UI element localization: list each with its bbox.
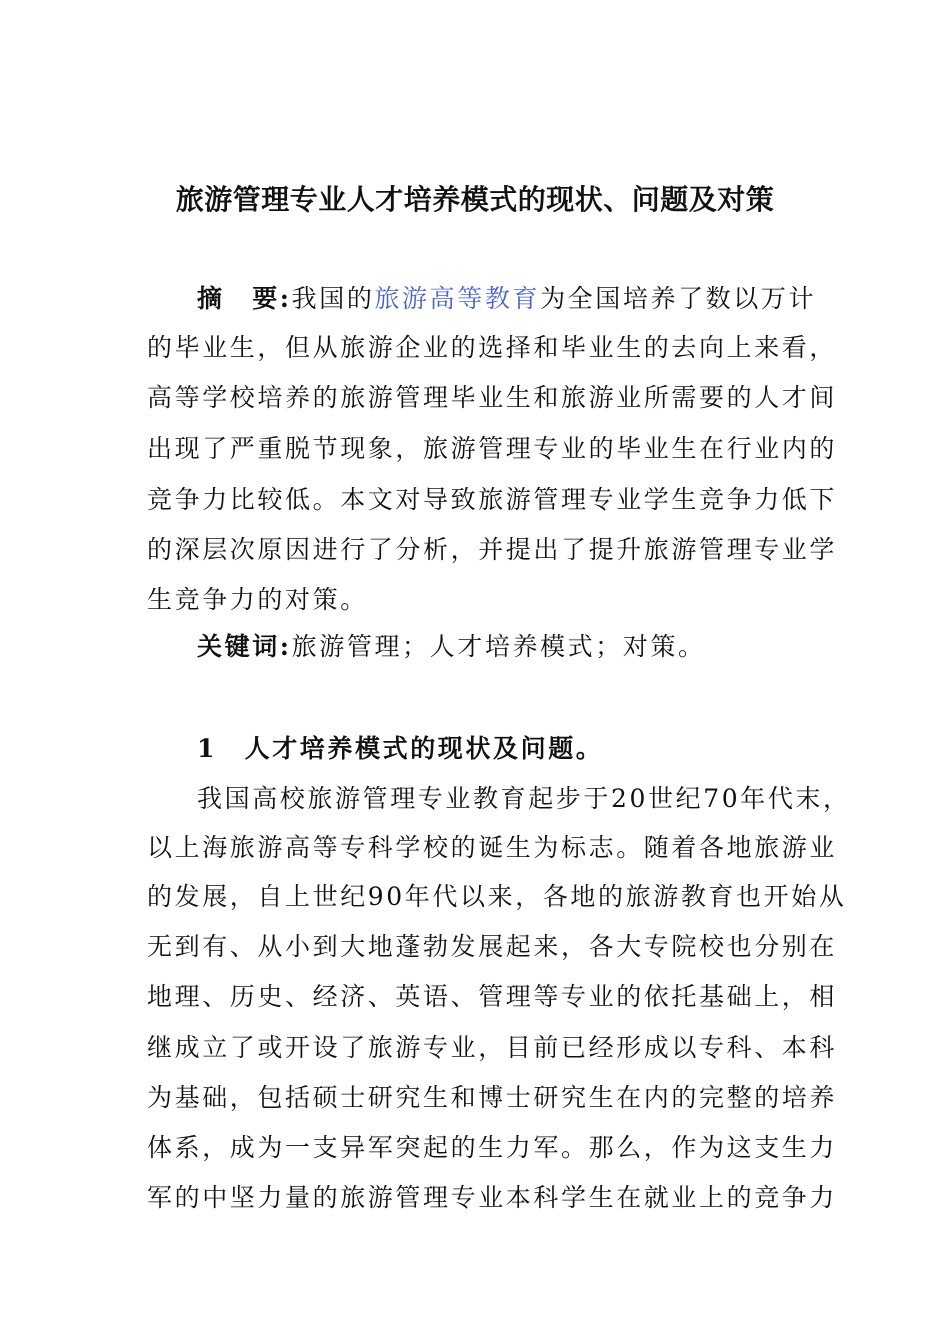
abstract-line bbox=[197, 282, 816, 316]
section-heading: 1 人才培养模式的现状及问题。 bbox=[197, 734, 604, 763]
abstract-text: 为全国培养了数以万计 bbox=[540, 284, 817, 313]
abstract-text: 我国的 bbox=[291, 284, 375, 313]
keywords-label: 关键词: bbox=[197, 632, 292, 661]
document-title: 旅游管理专业人才培养模式的现状、问题及对策 bbox=[175, 183, 775, 216]
abstract-line: 的毕业生，但从旅游企业的选择和毕业生的去向上来看， bbox=[147, 333, 838, 362]
abstract-link-term[interactable]: 旅游高等教育 bbox=[374, 284, 541, 313]
abstract-line: 出现了严重脱节现象，旅游管理专业的毕业生在行业内的 bbox=[147, 434, 838, 463]
abstract-line: 生竞争力的对策。 bbox=[147, 585, 368, 614]
body-line: 继成立了或开设了旅游专业，目前已经形成以专科、本科 bbox=[147, 1033, 838, 1062]
body-line: 军的中坚力量的旅游管理专业本科学生在就业上的竞争力 bbox=[147, 1183, 838, 1212]
body-line: 体系，成为一支异军突起的生力军。那么，作为这支生力 bbox=[147, 1133, 838, 1162]
abstract-line: 竞争力比较低。本文对导致旅游管理专业学生竞争力低下 bbox=[147, 485, 838, 514]
abstract-line: 的深层次原因进行了分析，并提出了提升旅游管理专业学 bbox=[147, 535, 838, 564]
body-line: 我国高校旅游管理专业教育起步于20世纪70年代末， bbox=[197, 784, 851, 813]
body-line: 以上海旅游高等专科学校的诞生为标志。随着各地旅游业 bbox=[147, 833, 838, 862]
body-line: 为基础，包括硕士研究生和博士研究生在内的完整的培养 bbox=[147, 1083, 838, 1112]
body-line: 无到有、从小到大地蓬勃发展起来，各大专院校也分别在 bbox=[147, 932, 838, 961]
abstract-line: 高等学校培养的旅游管理毕业生和旅游业所需要的人才间 bbox=[147, 383, 838, 412]
body-line: 地理、历史、经济、英语、管理等专业的依托基础上，相 bbox=[147, 982, 838, 1011]
keywords-line bbox=[197, 630, 706, 664]
body-line: 的发展，自上世纪90年代以来，各地的旅游教育也开始从 bbox=[147, 882, 847, 911]
abstract-label: 摘 要: bbox=[197, 284, 292, 313]
keywords-text: 旅游管理；人才培养模式；对策。 bbox=[291, 632, 706, 661]
